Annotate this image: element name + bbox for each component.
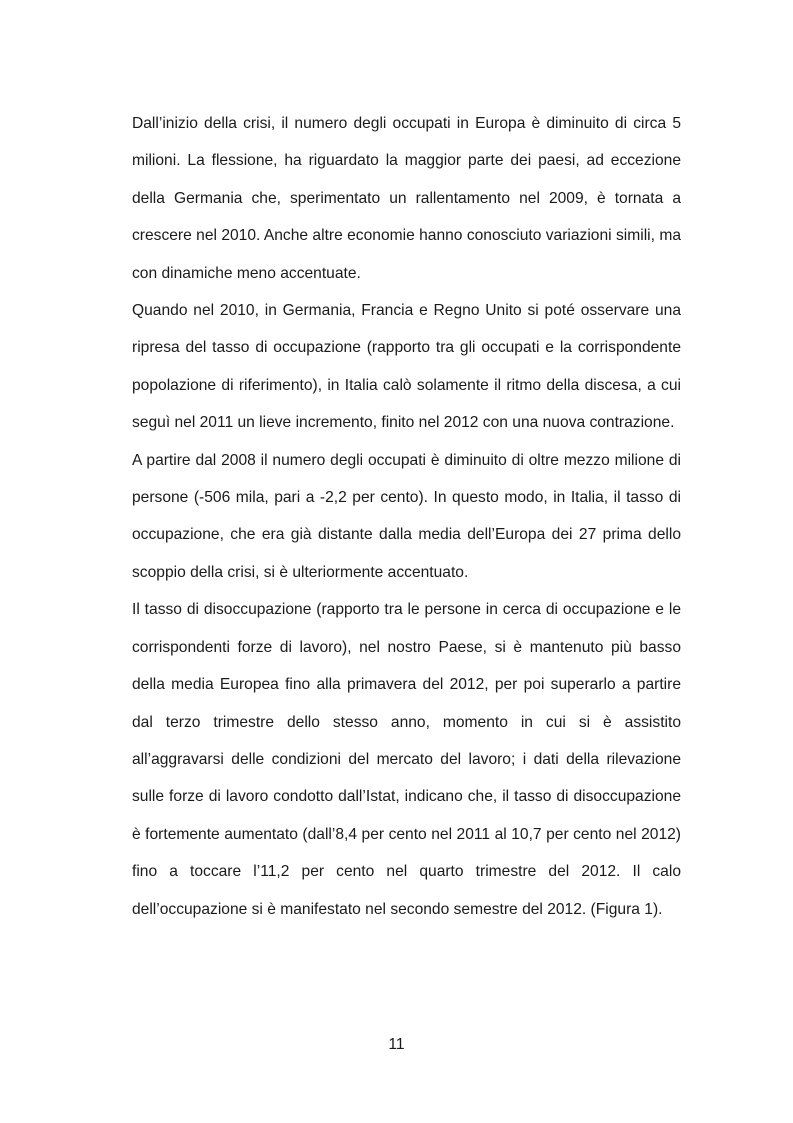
paragraph-3: A partire dal 2008 il numero degli occupati è diminuito di oltre mezzo milione di persone (-506 mila, pari a -2,2 per cento). In questo modo, in Italia, il tasso di occupazione, che era già distante dalla media dell’Europa dei 27 prima dello scoppio della crisi, si è ulteriormente accentuato. <box>132 451 681 581</box>
paragraph-4: Il tasso di disoccupazione (rapporto tra le persone in cerca di occupazione e le corrispondenti forze di lavoro), nel nostro Paese, si è mantenuto più basso della media Europea fino alla primavera del 2012, per poi superarlo a partire dal terzo trimestre dello stesso anno, momento in cui si è assistito all’aggravarsi delle condizioni del mercato del lavoro; i dati della rilevazione sulle forze di lavoro condotto dall’Istat, indicano che, il tasso di disoccupazione è fortemente aumentato (dall’8,4 per cento nel 2011 al 10,7 per cento nel 2012) fino a toccare l’11,2 per cento nel quarto trimestre del 2012. Il calo dell’occupazione si è manifestato nel secondo semestre del 2012. (Figura 1). <box>132 601 681 918</box>
body-text <box>132 105 681 928</box>
paragraph-2: Quando nel 2010, in Germania, Francia e Regno Unito si poté osservare una ripresa del tasso di occupazione (rapporto tra gli occupati e la corrispondente popolazione di riferimento), in Italia calò solamente il ritmo della discesa, a cui seguì nel 2011 un lieve incremento, finito nel 2012 con una nuova contrazione. <box>132 302 681 432</box>
paragraph-1: Dall’inizio della crisi, il numero degli occupati in Europa è diminuito di circa 5 milioni. La flessione, ha riguardato la maggior parte dei paesi, ad eccezione della Germania che, sperimentato un rallentamento nel 2009, è tornata a crescere nel 2010. Anche altre economie hanno conosciuto variazioni simili, ma con dinamiche meno accentuate. <box>132 115 681 282</box>
page-number: 11 <box>388 1036 405 1053</box>
